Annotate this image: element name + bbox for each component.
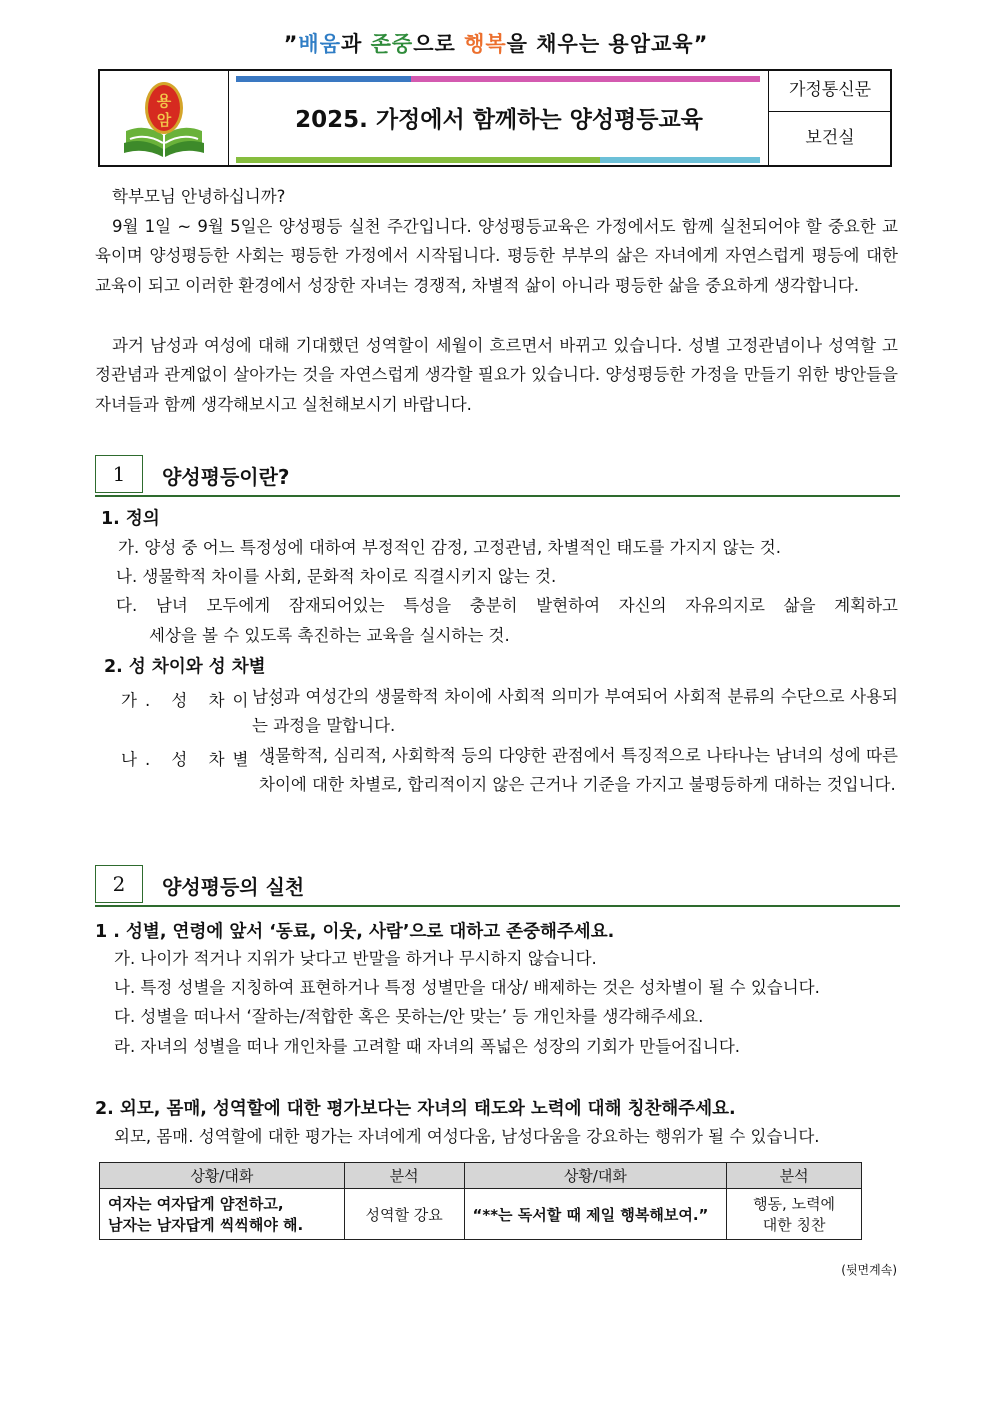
practice-item-na: 나. 특정 성별을 지칭하여 표현하거나 특정 성별만을 대상/ 배제하는 것은 성차별이 될 수 있습니다.: [114, 978, 820, 997]
school-logo-cell: [100, 71, 229, 165]
definition-item-da: 다. 남녀 모두에게 잠재되어있는 특성을 충분히 발현하여 자신의 자유의지로 삶을 계획하고: [116, 596, 898, 615]
section-1-sub-2-title: 2. 성 차이와 성 차별: [104, 657, 266, 677]
analysis-2-line-1: 행동, 노력에: [753, 1195, 836, 1213]
definition-item-na: 나. 생물학적 차이를 사회, 문화적 차이로 직결시키지 않는 것.: [116, 567, 557, 586]
section-2-number: 2: [95, 865, 143, 903]
praise-example-table: [99, 1162, 862, 1240]
slogan-text-1: 과: [341, 32, 371, 56]
table-cell-situation-2: “**는 독서할 때 제일 행복해보여.”: [464, 1189, 727, 1240]
intro-greeting-text: 학부모님 안녕하십니까?: [112, 187, 286, 206]
section-1-title: 양성평등이란?: [162, 465, 290, 489]
table-header-analysis-1: 분석: [344, 1163, 464, 1189]
gender-discrimination-label: 나. 성 차별 :: [121, 750, 284, 769]
newsletter-title: 2025. 가정에서 함께하는 양성평등교육: [295, 107, 703, 133]
school-logo: [100, 71, 228, 165]
table-cell-situation-1: [100, 1189, 345, 1240]
intro-paragraph-1: 9월 1일 ~ 9월 5일은 양성평등 실천 주간입니다. 양성평등교육은 가정에서도 함께 실천되어야 할 중요한 교육이며 양성평등한 사회는 평등한 가정에서 시작됩니다. 평등한 부부의 삶은 자녀에게 자연스럽게 평등에 대한 교육이 되고 이러한 환경에서 성장한 자녀는 경쟁적, 차별적 삶이 아니라 평등한 삶을 중요하게 생각합니다.: [95, 217, 898, 295]
section-2-sub-1-title: 1 . 성별, 연령에 앞서 ‘동료, 이웃, 사람’으로 대하고 존중해주세요.: [95, 922, 615, 942]
section-2-heading: [95, 865, 900, 907]
meta-cell: [768, 71, 891, 165]
title-top-bar: [236, 76, 760, 82]
slogan-text-3: 을 채우는 용암교육: [506, 32, 694, 56]
slogan-word-learning: 배움: [298, 32, 341, 56]
section-2-sub-2-title: 2. 외모, 몸매, 성역할에 대한 평가보다는 자녀의 태도와 노력에 대해 칭찬해주세요.: [95, 1099, 736, 1119]
table-header-analysis-2: 분석: [727, 1163, 862, 1189]
gender-difference-label: 가. 성 차이 :: [121, 691, 284, 710]
practice-item-ra: 라. 자녀의 성별을 떠나 개인차를 고려할 때 자녀의 폭넓은 성장의 기회가 만들어집니다.: [114, 1037, 741, 1056]
logo-char-top: 용: [156, 92, 172, 110]
practice-item-ga: 가. 나이가 적거나 지위가 낮다고 반말을 하거나 무시하지 않습니다.: [114, 949, 597, 968]
table-header-row: [100, 1163, 862, 1189]
section-2-title: 양성평등의 실천: [162, 875, 305, 899]
table-header-situation-1: 상황/대화: [100, 1163, 345, 1189]
logo-char-bottom: 암: [156, 111, 172, 129]
continued-on-back-note: (뒷면계속): [841, 1263, 897, 1277]
definition-item-ga: 가. 양성 중 어느 특정성에 대하여 부정적인 감정, 고정관념, 차별적인 태도를 가지지 않는 것.: [118, 538, 781, 557]
section-1-sub-1-title: 1. 정의: [101, 509, 160, 529]
title-cell: [230, 71, 768, 165]
slogan-text-2: 으로: [413, 32, 465, 56]
section-2-sub-2-text: 외모, 몸매. 성역할에 대한 평가는 자녀에게 여성다움, 남성다움을 강요하는 행위가 될 수 있습니다.: [114, 1127, 820, 1146]
table-cell-analysis-2: [727, 1189, 862, 1240]
situation-1-line-2: 남자는 남자답게 씩씩해야 해.: [108, 1216, 304, 1234]
department-label: 보건실: [805, 128, 855, 148]
gender-difference-text: 남성과 여성간의 생물학적 차이에 사회적 의미가 부여되어 사회적 분류의 수단으로 사용되는 과정을 말합니다.: [252, 687, 898, 736]
slogan-word-respect: 존중: [370, 32, 414, 56]
intro-paragraph-2: 과거 남성과 여성에 대해 기대했던 성역할이 세월이 흐르면서 바뀌고 있습니다. 성별 고정관념이나 성역할 고정관념과 관계없이 살아가는 것을 자연스럽게 생각할 필요가 있습니다. 양성평등한 가정을 만들기 위한 방안들을 자녀들과 함께 생각해보시고 실천해보시기 바랍니다.: [95, 336, 898, 414]
situation-1-line-1: 여자는 여자답게 얌전하고,: [108, 1195, 284, 1213]
gender-discrimination-text: 생물학적, 심리적, 사회학적 등의 다양한 관점에서 특징적으로 나타나는 남녀의 성에 따른 차이에 대한 차별로, 합리적이지 않은 근거나 기준을 가지고 불평등하게 대하는 것입니다.: [259, 746, 898, 795]
intro-greeting: [95, 182, 898, 211]
section-1-heading: [95, 455, 900, 497]
table-row: [100, 1189, 862, 1240]
analysis-2-line-2: 대한 칭찬: [762, 1216, 826, 1234]
slogan: [0, 28, 992, 58]
table-header-situation-2: 상황/대화: [464, 1163, 727, 1189]
slogan-quote-open: ”: [283, 32, 299, 56]
title-bottom-bar: [236, 157, 760, 163]
slogan-quote-close: ”: [693, 32, 709, 56]
slogan-word-happiness: 행복: [464, 32, 507, 56]
newsletter-header: [98, 69, 892, 167]
section-1-number: 1: [95, 455, 143, 493]
category-label: 가정통신문: [769, 71, 891, 112]
table-cell-analysis-1: 성역할 강요: [344, 1189, 464, 1240]
practice-item-da: 다. 성별을 떠나서 ‘잘하는/적합한 혹은 못하는/안 맞는’ 등 개인차를 생각해주세요.: [114, 1007, 704, 1026]
definition-item-da-cont: 세상을 볼 수 있도록 촉진하는 교육을 실시하는 것.: [149, 626, 510, 645]
